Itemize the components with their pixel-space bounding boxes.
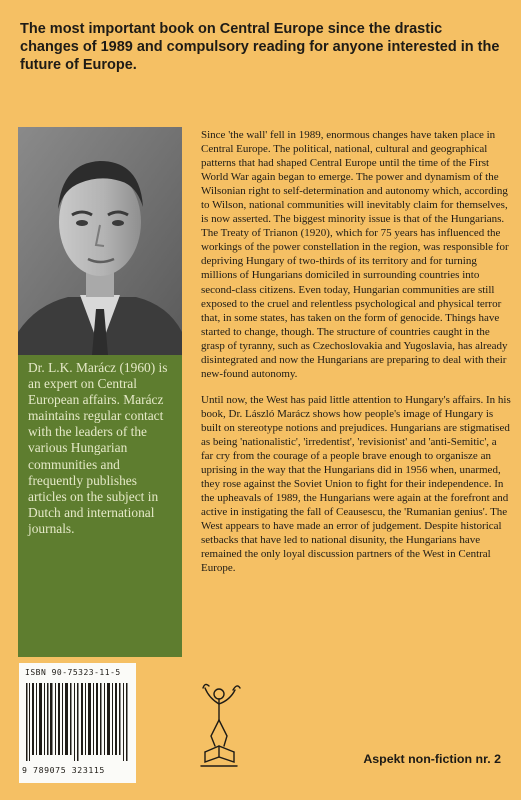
reading-figure-logo <box>197 680 241 772</box>
series-title: Aspekt non-fiction nr. 2 <box>363 752 501 766</box>
author-bio: Dr. L.K. Marácz (1960) is an expert on Central European affairs. Marácz maintains regular contact with the leaders of the various Hungarian communities and frequently publishes articles on the subject in Dutch and international journals. <box>28 360 168 536</box>
blurb-text <box>201 128 511 587</box>
barcode-digits: 9 789075 323115 <box>22 765 105 775</box>
blurb-paragraph: Since 'the wall' fell in 1989, enormous changes have taken place in Central Europe. The political, national, cultural and geographical patterns that had shaped Central Europe until the time of the First World War again began to emerge. The power and dynamism of the Wilsonian right to self-determination and autonomy which, according to Wilson, national communities will inevitably claim for themselves, is now asserted. The biggest minority issue is that of the Hungarians. The Treaty of Trianon (1920), which for 75 years has influenced the workings of the power constellation in the region, was responsible for depriving Hungary of two-thirds of its territory and for turning millions of Hungarians domiciled in surrounding countries into second-class citizens. Even today, Hungarian communities are still exposed to the cruel and relentless psychological and physical terror that, in some states, has taken on the form of genocide. Things have started to change, though. The structure of countries caught in the grasp of tyranny, such as Czechoslovakia and Yugoslavia, has already disintegrated and now the Hungarians are preparing to deal with their new-found autonomy. <box>201 129 509 380</box>
cover-headline: The most important book on Central Europe since the drastic changes of 1989 and compulsory reading for anyone interested in the future of Europe. <box>20 21 500 73</box>
barcode <box>26 683 130 761</box>
author-photo <box>18 127 182 355</box>
blurb-paragraph: Until now, the West has paid little attention to Hungary's affairs. In his book, Dr. László Marácz shows how people's image of Hungary is built on stereotype notions and prejudices. Hungarians are stigmatised as being 'nationalistic', 'irredentist', 'revisionist' and 'anti-Semitic', a far cry from the courage of a people brave enough to organisze an uprising in the way that the Hungarians did in 1956 when, unarmed, they rose against the Soviet Union to fight for their independence. In the upheavals of 1989, the Hungarians were again at the forefront and active in instigating the fall of Ceausescu, the 'Rumanian genius'. The West appears to have made an error of judgement. Despite historical setbacks that have led to national disunity, the Hungarians have remained the only loyal discussion partners of the West in Central Europe. <box>201 393 511 575</box>
isbn-text: ISBN 90-75323-11-5 <box>25 668 121 677</box>
